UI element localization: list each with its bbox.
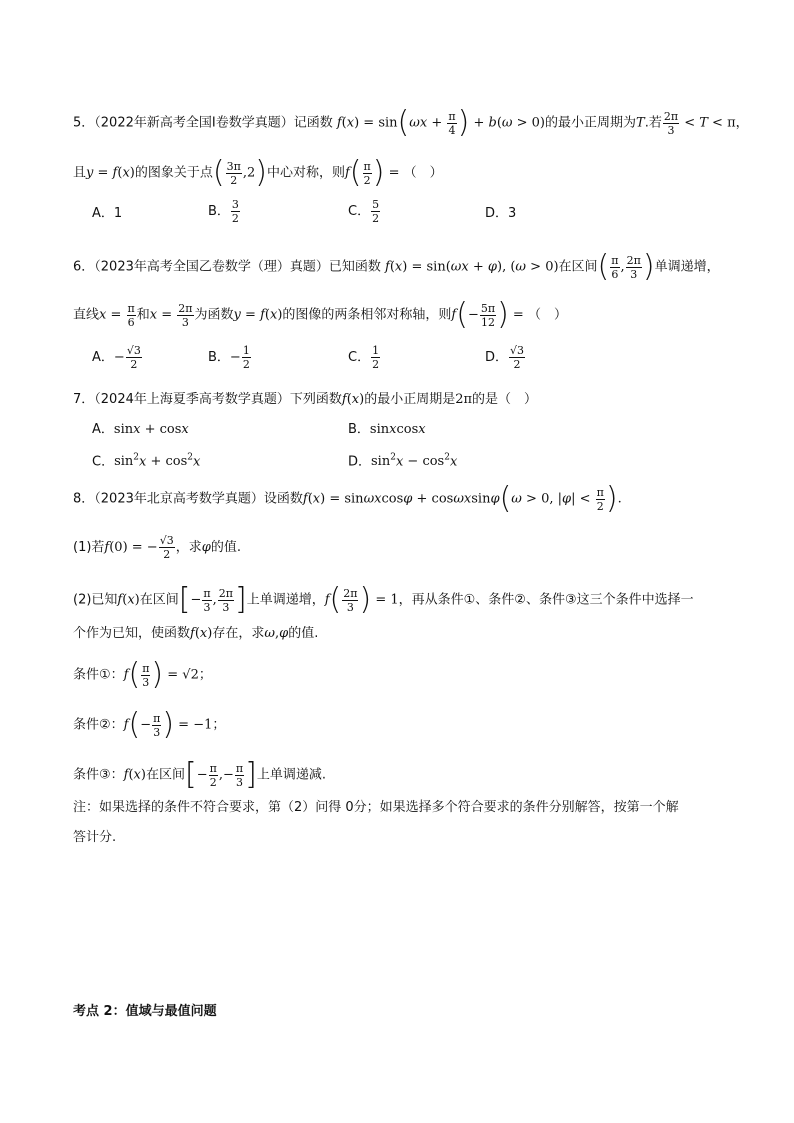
q8-part2-text-5: 存在，求: [212, 626, 265, 641]
q5-paren-blank: （ ）: [403, 165, 443, 181]
q5-text-4: 且: [73, 165, 87, 181]
q6-text-6: 为函数: [194, 307, 234, 323]
q6-text-5: 和: [136, 307, 150, 323]
q8-part1: (1)若f(0) = − $\frac{√3}{2}$ ，求φ的值.: [73, 534, 241, 561]
q8-condition-2: 条件②：f(− $\frac{\pi}{3}$ ) = −1；: [73, 707, 226, 742]
q8-note-line1: 注：如果选择的条件不符合要求，第（2）问得 0分；如果选择多个符合要求的条件分别解答，按第一个解: [73, 800, 679, 815]
q6-stem-text-3: 单调递增，: [654, 259, 720, 275]
q8-note-line2: 答计分.: [73, 830, 117, 845]
q5-frac-pi-2: $\frac{\pi}{2}$: [363, 159, 371, 187]
q8-part2-line1: (2)已知f(x)在区间[− $\frac{\pi}{3}$ , $\frac{2\pi}{3}$ ]上单调递增，f( $\frac{2\pi}{3}$ ) = 1，再从条件①、条件②、条件③这三个条件中选择一: [73, 582, 694, 617]
q6-text-4: 直线: [73, 307, 100, 323]
q5-number: 5．: [73, 115, 95, 131]
q8-cond3-text-2: 上单调递减.: [256, 767, 326, 783]
q7-stem-text-2: 的最小正周期是: [364, 392, 456, 407]
q7-stem-text-3: 的是（ ）: [472, 392, 538, 407]
q8-part1-text-2: 的值.: [210, 540, 241, 555]
q8-cond3-text: 在区间: [145, 767, 185, 783]
q5-stem-text-3: .若: [644, 115, 662, 131]
q5-text-6: 中心对称，则: [266, 165, 345, 181]
q8-part2-text-4: 个作为已知，使函数: [73, 626, 191, 641]
q7-source: （2024年上海夏季高考数学真题）: [94, 392, 290, 407]
q6-stem-text-2: 在区间: [558, 259, 598, 275]
q5-line2: 且y = f(x)的图象关于点( $\frac{3\pi}{2}$ ,2)中心对称，则f( $\frac{\pi}{2}$ ) = （ ）: [73, 155, 443, 190]
q5-frac-pi-4: $\frac{\pi}{4}$: [448, 109, 456, 137]
q6-paren-blank: （ ）: [527, 307, 567, 323]
q5-frac-3pi-2: $\frac{3\pi}{2}$: [226, 159, 241, 187]
q6-option-c: C． $\frac{1}{2}$: [348, 344, 380, 371]
q7-option-d: D．$\sin^2x - \cos^2x$: [348, 453, 458, 470]
q8-part2-text-2: 上单调递增，: [246, 592, 325, 608]
q6-number: 6．: [73, 259, 95, 275]
q6-stem-text: 已知函数: [328, 259, 381, 275]
q8-cond2-label: 条件②：: [73, 717, 124, 733]
q6-line1: 6．（2023年高考全国乙卷数学（理）真题）已知函数 f(x) = sin(ωx + φ), (ω > 0)在区间( $\frac{\pi}{6}$ , $\frac{2\pi}{3}$ )单调递增，: [73, 249, 720, 284]
q5-formula: f: [336, 115, 342, 131]
q5-text-5: 的图象关于点: [134, 165, 213, 181]
q8-part2-text-3: ，再从条件①、条件②、条件③这三个条件中选择一: [398, 592, 694, 608]
q7-option-c: C．$\sin^2x + \cos^2x$: [92, 453, 201, 470]
q8-condition-1: 条件①：f( $\frac{\pi}{3}$ ) = √2；: [73, 657, 212, 692]
q8-line1: 8．（2023年北京高考数学真题）设函数f(x) = sinωxcosφ + cosωxsinφ(ω > 0, |φ| < $\frac{\pi}{2}$ ).: [73, 481, 622, 516]
q5-option-d: D．3: [485, 206, 517, 221]
q7-option-a: A．sinx + cosx: [92, 422, 189, 437]
q8-part2-line2: 个作为已知，使函数f(x)存在，求ω,φ的值.: [73, 626, 319, 641]
q7-number: 7．: [73, 392, 95, 407]
q7-stem-text: 下列函数: [289, 392, 342, 407]
q5-source: （2022年新高考全国I卷数学真题）: [94, 115, 294, 131]
q8-source: （2023年北京高考数学真题）: [94, 491, 264, 507]
q5-line1: 5．（2022年新高考全国I卷数学真题）记函数 f(x) = sin(ωx + $\frac{\pi}{4}$ ) + b(ω > 0)的最小正周期为T.若 $\frac{2\pi}{3}$ < T < π，: [73, 105, 749, 140]
section-heading: 考点 2：值域与最值问题: [73, 1004, 217, 1019]
q6-option-a: A．− $\frac{√3}{2}$: [92, 344, 141, 371]
q8-stem-text: 设函数: [263, 491, 303, 507]
q8-cond3-label: 条件③：: [73, 767, 124, 783]
q8-part2-text: 在区间: [139, 592, 179, 608]
q8-part2-label: (2)已知: [73, 592, 118, 608]
q5-frac-2pi-3: $\frac{2\pi}{3}$: [663, 109, 679, 137]
q5-stem-text-2: 的最小正周期为: [545, 115, 637, 131]
q6-line2: 直线x = $\frac{\pi}{6}$ 和x = $\frac{2\pi}{3}$ 为函数y = f(x)的图像的两条相邻对称轴，则f(− $\frac{5\pi}{12}$ ) = （ ）: [73, 297, 567, 332]
q8-number: 8．: [73, 491, 95, 507]
q5-option-b: B． $\frac{3}{2}$: [208, 198, 239, 225]
q8-part2-text-6: 的值.: [288, 626, 319, 641]
q5-option-a: A．1: [92, 206, 123, 221]
q6-source: （2023年高考全国乙卷数学（理）真题）: [94, 259, 329, 275]
q6-option-b: B．− $\frac{1}{2}$: [208, 344, 250, 371]
q5-option-c: C． $\frac{5}{2}$: [348, 198, 380, 225]
q8-part1-text: ，求: [175, 540, 202, 555]
q7-line1: 7．（2024年上海夏季高考数学真题）下列函数f(x)的最小正周期是2π的是（ ）: [73, 392, 538, 407]
q7-option-b: B．sinxcosx: [348, 422, 426, 437]
q8-part1-label: (1)若: [73, 540, 105, 555]
q8-cond1-label: 条件①：: [73, 667, 124, 683]
q8-condition-3: 条件③：f(x)在区间[− $\frac{\pi}{2}$ ,− $\frac{\pi}{3}$ ]上单调递减.: [73, 757, 326, 792]
q6-option-d: D． $\frac{√3}{2}$: [485, 344, 525, 371]
q5-stem-text: 记函数: [293, 115, 333, 131]
q6-text-7: 的图像的两条相邻对称轴，则: [282, 307, 452, 323]
